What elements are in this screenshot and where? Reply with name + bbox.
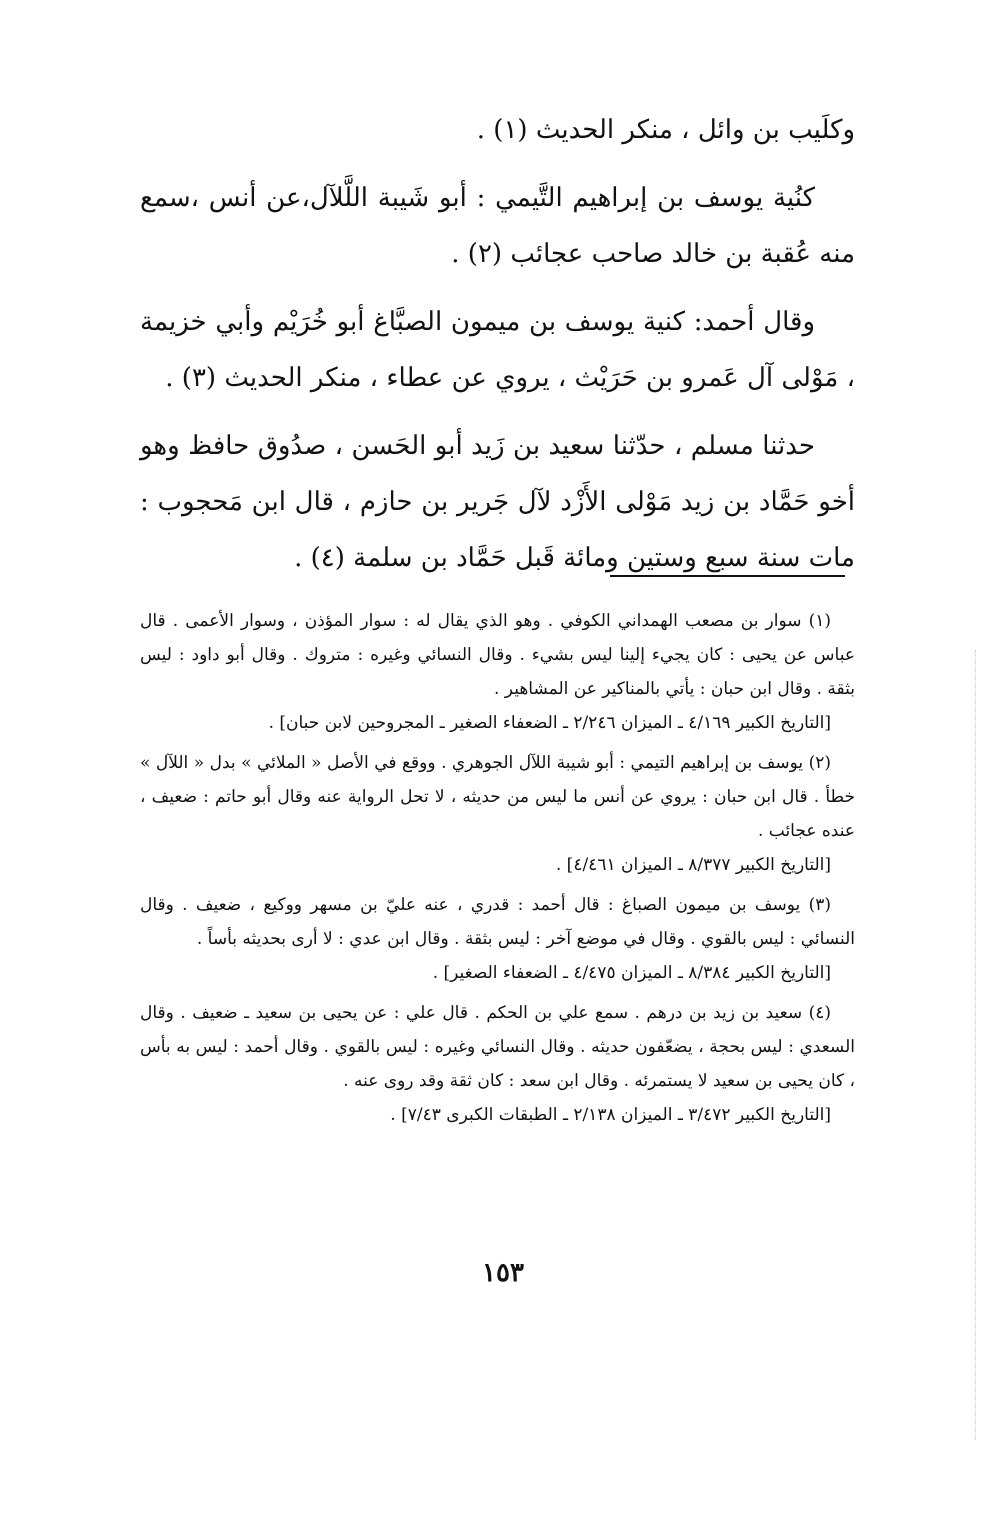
footnote-4-reference: [التاريخ الكبير ٣/٤٧٢ ـ الميزان ٢/١٣٨ ـ الطبقات الكبرى ٧/٤٣] . (390, 1105, 831, 1125)
main-paragraph-4: حدثنا مسلم ، حدّثنا سعيد بن زَيد أبو الحَسن ، صدُوق حافظ وهو أخو حَمَّاد بن زيد مَوْلى الأَزْد لآل جَرير بن حازم ، قال ابن مَحجوب : مات سنة سبع وستين ومائة قَبل حَمَّاد بن سلمة (٤) . (140, 431, 855, 573)
footnote-4-text: (٤) سعيد بن زيد بن درهم . سمع علي بن الحكم . قال علي : عن يحيى بن سعيد ـ ضعيف . وقال السعدي : ليس بحجة ، يضعّفون حديثه . وقال النسائي وغيره : ليس بالقوي . وقال أحمد : ليس به بأس ، كان يحيى بن سعيد لا يستمرئه . وقال ابن سعد : كان ثقة وقد روى عنه . (140, 1003, 855, 1091)
footnote-2-text: (٢) يوسف بن إبراهيم التيمي : أبو شيبة اللآل الجوهري . ووقع في الأصل « الملائي » بدل « اللآل » خطأ . قال ابن حبان : يروي عن أنس ما ليس من حديثه ، لا تحل الرواية عنه وقال أبو حاتم : ضعيف ، عنده عجائب . (140, 753, 855, 841)
main-paragraph-1: وكلَيب بن وائل ، منكر الحديث (١) . (476, 115, 855, 145)
scan-edge-line (975, 650, 976, 1440)
footnotes-section (140, 598, 855, 1136)
main-text-body (140, 102, 855, 598)
footnote-separator (610, 575, 845, 577)
main-paragraph-2: كنُية يوسف بن إبراهيم التَّيمي : أبو شَيبة اللَّلآل،عن أنس ،سمع منه عُقبة بن خالد صاحب عجائب (٢) . (140, 183, 855, 269)
footnote-1-text: (١) سوار بن مصعب الهمداني الكوفي . وهو الذي يقال له : سوار المؤذن ، وسوار الأعمى . قال عباس عن يحيى : كان يجيء إلينا ليس بشيء . وقال النسائي وغيره : متروك . وقال أبو داود : ليس بثقة . وقال ابن حبان : يأتي بالمناكير عن المشاهير . (140, 611, 855, 699)
footnote-2-reference: [التاريخ الكبير ٨/٣٧٧ ـ الميزان ٤/٤٦١] . (555, 855, 831, 875)
footnote-1-reference: [التاريخ الكبير ٤/١٦٩ ـ الميزان ٢/٢٤٦ ـ الضعفاء الصغير ـ المجروحين لابن حبان] . (268, 713, 831, 733)
main-paragraph-3: وقال أحمد: كنية يوسف بن ميمون الصبَّاغ أبو خُرَيْم وأبي خزيمة ، مَوْلى آل عَمرو بن حَرَيْث ، يروي عن عطاء ، منكر الحديث (٣) . (140, 307, 855, 393)
footnote-3-reference: [التاريخ الكبير ٨/٣٨٤ ـ الميزان ٤/٤٧٥ ـ الضعفاء الصغير] . (432, 963, 831, 983)
page-number: ١٥٣ (482, 1258, 524, 1288)
footnote-3-text: (٣) يوسف بن ميمون الصباغ : قال أحمد : قدري ، عنه عليّ بن مسهر ووكيع ، ضعيف . وقال النسائي : ليس بالقوي . وقال في موضع آخر : ليس بثقة . وقال ابن عدي : لا أرى بحديثه بأساً . (140, 895, 855, 949)
